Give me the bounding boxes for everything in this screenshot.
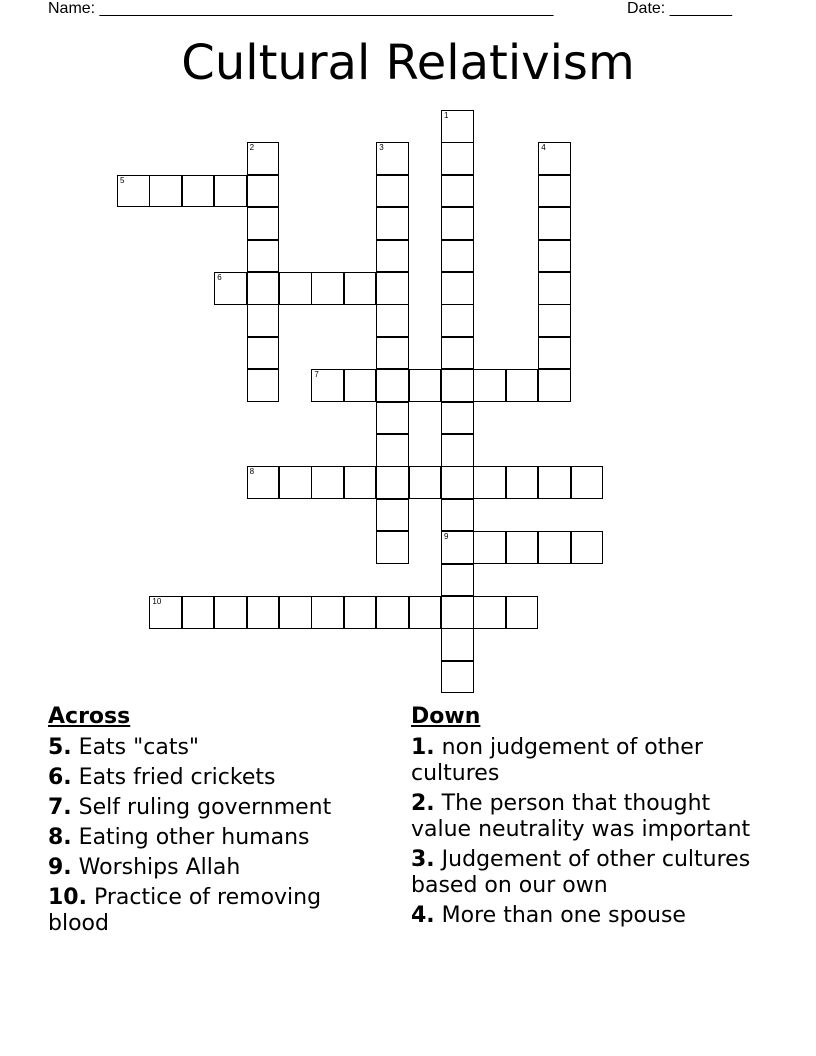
across-clue-5 [48, 735, 378, 761]
crossword-cell[interactable] [376, 175, 409, 208]
crossword-cell[interactable] [538, 240, 571, 273]
crossword-cell[interactable] [441, 304, 474, 337]
clue-number: 1. [411, 735, 435, 760]
crossword-cell[interactable] [538, 207, 571, 240]
crossword-cell[interactable] [441, 466, 474, 499]
crossword-cell[interactable] [441, 596, 474, 629]
crossword-cell[interactable] [247, 337, 280, 370]
cell-number: 3 [379, 143, 384, 153]
clue-text: Judgement of other cultures based on our own [411, 847, 751, 898]
across-clues [48, 703, 378, 941]
cell-number: 5 [120, 175, 125, 185]
crossword-cell[interactable] [279, 466, 312, 499]
clue-number: 9. [48, 855, 72, 880]
crossword-cell[interactable] [441, 499, 474, 532]
crossword-cell[interactable] [376, 207, 409, 240]
crossword-cell[interactable] [311, 272, 344, 305]
crossword-cell[interactable] [376, 402, 409, 435]
clue-text: Eats fried crickets [78, 765, 276, 790]
crossword-cell[interactable] [247, 175, 280, 208]
cell-number: 6 [217, 273, 222, 282]
clue-text: More than one spouse [441, 903, 686, 928]
crossword-cell[interactable] [441, 207, 474, 240]
crossword-cell[interactable] [376, 466, 409, 499]
crossword-cell[interactable] [441, 142, 474, 175]
across-clue-7 [48, 795, 378, 821]
crossword-cell[interactable] [247, 304, 280, 337]
across-clue-9 [48, 855, 378, 881]
crossword-cell[interactable] [441, 661, 474, 694]
across-clue-6 [48, 765, 378, 791]
crossword-cell[interactable] [376, 240, 409, 273]
clue-number: 4. [411, 903, 435, 928]
crossword-cell[interactable] [506, 369, 539, 402]
crossword-cell[interactable] [214, 272, 247, 305]
cell-number: 10 [152, 597, 162, 606]
crossword-cell[interactable] [441, 369, 474, 402]
clue-number: 2. [411, 791, 435, 816]
page-title: Cultural Relativism [181, 35, 635, 91]
crossword-cell[interactable] [376, 596, 409, 629]
cell-number: 4 [541, 143, 546, 153]
crossword-cell[interactable] [247, 207, 280, 240]
crossword-cell[interactable] [149, 175, 182, 208]
crossword-cell[interactable] [376, 369, 409, 402]
crossword-cell[interactable] [344, 466, 377, 499]
crossword-cell[interactable] [182, 175, 215, 208]
clue-text: Eating other humans [78, 825, 310, 850]
crossword-cell[interactable] [409, 369, 442, 402]
clue-text: non judgement of other cultures [411, 735, 703, 786]
across-clue-10 [48, 885, 378, 937]
clue-number: 5. [48, 735, 72, 760]
crossword-cell[interactable] [538, 142, 571, 175]
crossword-cell[interactable] [311, 466, 344, 499]
crossword-cell[interactable] [182, 596, 215, 629]
crossword-cell[interactable] [441, 628, 474, 661]
crossword-cell[interactable] [538, 466, 571, 499]
crossword-cell[interactable] [441, 110, 474, 143]
cell-number: 7 [314, 370, 319, 380]
crossword-cell[interactable] [344, 596, 377, 629]
crossword-cell[interactable] [376, 272, 409, 305]
down-clue-3 [411, 847, 751, 899]
crossword-cell[interactable] [247, 596, 280, 629]
cell-number: 8 [249, 467, 255, 477]
clue-text: Self ruling government [78, 795, 332, 820]
crossword-cell[interactable] [247, 240, 280, 273]
clue-text: Worships Allah [78, 855, 241, 880]
crossword-cell[interactable] [473, 466, 506, 499]
crossword-cell[interactable] [376, 142, 409, 175]
crossword-cell[interactable] [441, 531, 474, 564]
crossword-cell[interactable] [344, 369, 377, 402]
crossword-cell[interactable] [247, 369, 280, 402]
clue-number: 6. [48, 765, 72, 790]
crossword-cell[interactable] [506, 596, 539, 629]
crossword-cell[interactable] [538, 531, 571, 564]
crossword-cell[interactable] [538, 175, 571, 208]
crossword-cell[interactable] [214, 175, 247, 208]
crossword-cell[interactable] [149, 596, 182, 629]
crossword-cell[interactable] [376, 304, 409, 337]
clue-text: Practice of removing blood [48, 885, 322, 936]
across-clue-8 [48, 825, 378, 851]
clue-number: 3. [411, 847, 435, 872]
crossword-cell[interactable] [409, 466, 442, 499]
crossword-cell[interactable] [214, 596, 247, 629]
down-clues [411, 703, 751, 933]
crossword-cell[interactable] [441, 272, 474, 305]
crossword-cell[interactable] [279, 272, 312, 305]
crossword-cell[interactable] [279, 596, 312, 629]
crossword-cell[interactable] [571, 466, 604, 499]
date-field-label: Date: _______ [627, 0, 732, 17]
crossword-cell[interactable] [376, 499, 409, 532]
clue-text: Eats "cats" [78, 735, 200, 760]
cell-number: 9 [444, 532, 449, 542]
crossword-cell[interactable] [376, 434, 409, 467]
crossword-cell[interactable] [538, 304, 571, 337]
down-heading: Down [411, 704, 481, 729]
cell-number: 2 [249, 143, 255, 153]
crossword-cell[interactable] [441, 434, 474, 467]
down-clue-4 [411, 903, 751, 929]
crossword-cell[interactable] [441, 402, 474, 435]
crossword-cell[interactable] [117, 175, 150, 208]
across-heading: Across [48, 704, 131, 729]
crossword-cell[interactable] [409, 596, 442, 629]
crossword-cell[interactable] [538, 369, 571, 402]
crossword-cell[interactable] [376, 337, 409, 370]
crossword-cell[interactable] [311, 369, 344, 402]
crossword-cell[interactable] [538, 337, 571, 370]
crossword-cell[interactable] [441, 175, 474, 208]
crossword-cell[interactable] [441, 240, 474, 273]
crossword-cell[interactable] [311, 596, 344, 629]
clue-number: 8. [48, 825, 72, 850]
clue-number: 7. [48, 795, 72, 820]
crossword-cell[interactable] [473, 369, 506, 402]
crossword-cell[interactable] [376, 531, 409, 564]
down-clue-1 [411, 735, 751, 787]
crossword-cell[interactable] [247, 272, 280, 305]
crossword-cell[interactable] [247, 466, 280, 499]
crossword-cell[interactable] [473, 596, 506, 629]
crossword-cell[interactable] [441, 337, 474, 370]
crossword-cell[interactable] [473, 531, 506, 564]
clue-text: The person that thought value neutrality was important [411, 791, 751, 842]
down-clue-2 [411, 791, 751, 843]
crossword-cell[interactable] [247, 142, 280, 175]
crossword-cell[interactable] [506, 531, 539, 564]
crossword-cell[interactable] [506, 466, 539, 499]
crossword-cell[interactable] [441, 564, 474, 597]
crossword-cell[interactable] [571, 531, 604, 564]
cell-number: 1 [444, 111, 449, 120]
name-field-label: Name: ___________________________________________________ [48, 0, 554, 17]
clue-number: 10. [48, 885, 87, 910]
crossword-cell[interactable] [344, 272, 377, 305]
crossword-cell[interactable] [538, 272, 571, 305]
